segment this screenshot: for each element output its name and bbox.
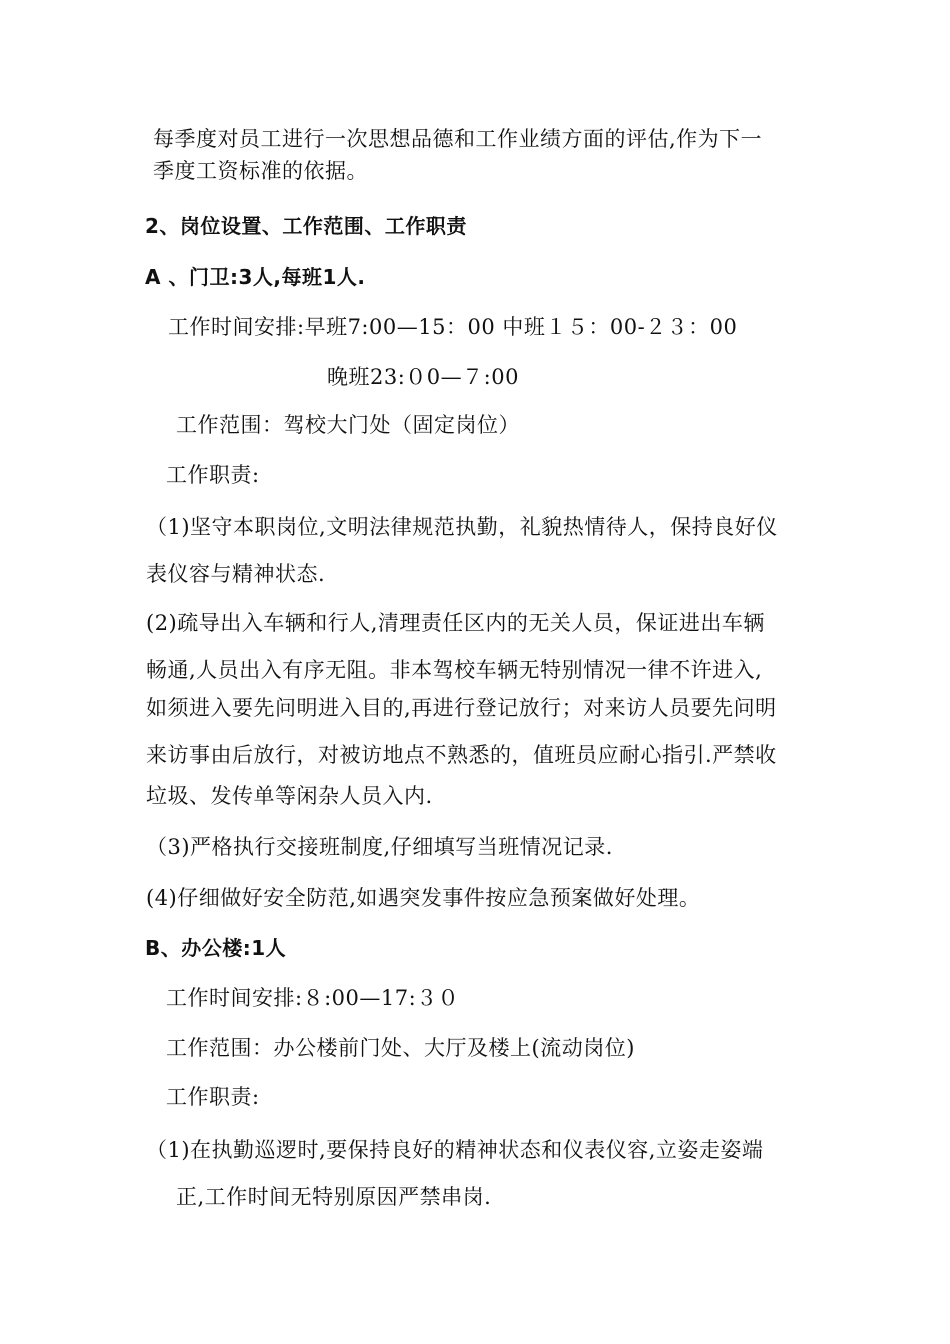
office-duty-1-line-2: 正,工作时间无特别原因严禁串岗. xyxy=(176,1185,492,1209)
office-scope: 工作范围：办公楼前门处、大厅及楼上(流动岗位) xyxy=(166,1036,635,1060)
gate-duty-2-line-1: (2)疏导出入车辆和行人,清理责任区内的无关人员，保证进出车辆 xyxy=(146,611,765,635)
gate-duty-2-line-3: 如须进入要先问明进入目的,再进行登记放行；对来访人员要先问明 xyxy=(146,696,777,720)
gate-duties-label: 工作职责: xyxy=(166,463,260,487)
gate-duty-2-line-5: 垃圾、发传单等闲杂人员入内. xyxy=(146,784,433,808)
gate-schedule-line-2: 晚班23:０0—７:00 xyxy=(327,365,519,389)
gate-scope: 工作范围：驾校大门处（固定岗位） xyxy=(176,413,520,437)
office-heading: B、办公楼:1人 xyxy=(145,936,287,960)
gate-heading: A 、门卫:3人,每班1人. xyxy=(145,265,366,289)
gate-duty-1-line-1: （1)坚守本职岗位,文明法律规范执勤，礼貌热情待人，保持良好仪 xyxy=(146,515,778,539)
section-2-heading: 2、岗位设置、工作范围、工作职责 xyxy=(145,214,467,238)
gate-schedule-line-1: 工作时间安排:早班7:00—15：00 中班１５：00-２３：00 xyxy=(168,315,738,339)
gate-duty-4: (4)仔细做好安全防范,如遇突发事件按应急预案做好处理。 xyxy=(146,886,701,910)
intro-line-1: 每季度对员工进行一次思想品德和工作业绩方面的评估,作为下一 xyxy=(153,127,763,151)
gate-duty-2-line-2: 畅通,人员出入有序无阻。非本驾校车辆无特别情况一律不许进入, xyxy=(146,658,763,682)
office-duties-label: 工作职责: xyxy=(166,1085,260,1109)
gate-duty-2-line-4: 来访事由后放行，对被访地点不熟悉的，值班员应耐心指引.严禁收 xyxy=(146,743,777,767)
intro-line-2: 季度工资标准的依据。 xyxy=(153,159,368,183)
gate-duty-1-line-2: 表仪容与精神状态. xyxy=(146,562,326,586)
gate-duty-3: （3)严格执行交接班制度,仔细填写当班情况记录. xyxy=(146,835,613,859)
office-schedule: 工作时间安排:８:00—17:３０ xyxy=(166,986,460,1010)
office-duty-1-line-1: （1)在执勤巡逻时,要保持良好的精神状态和仪表仪容,立姿走姿端 xyxy=(146,1138,764,1162)
